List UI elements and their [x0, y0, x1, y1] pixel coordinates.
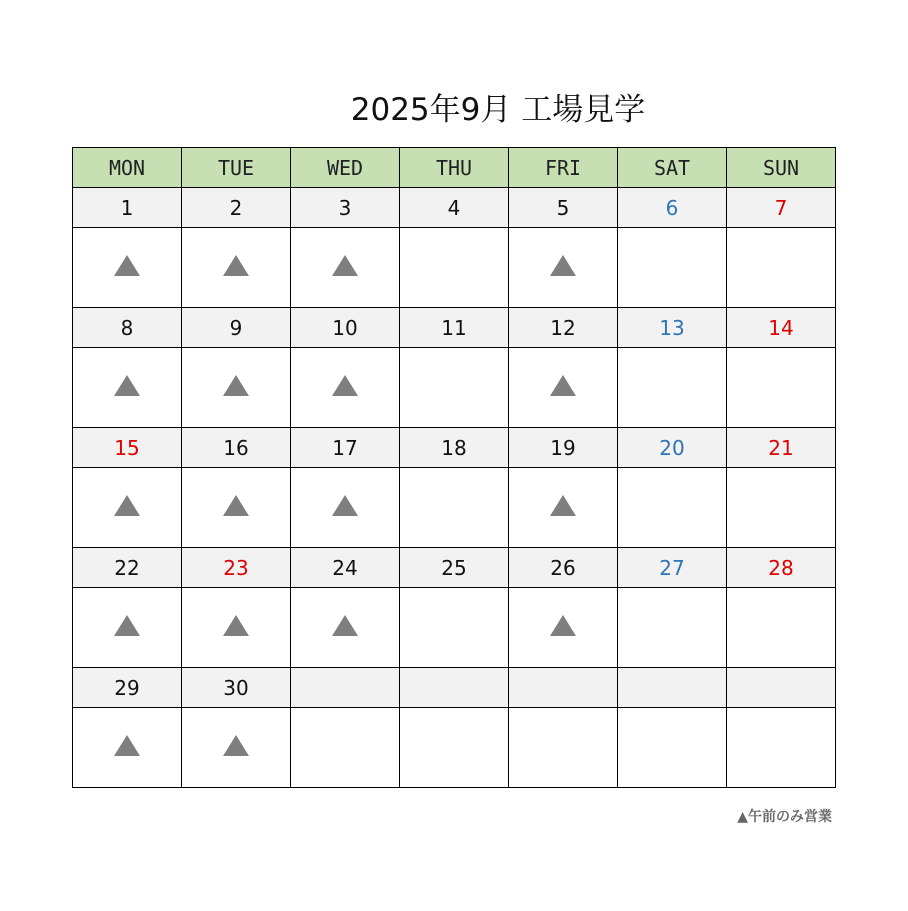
day-cell — [291, 708, 400, 788]
day-number: 21 — [727, 428, 836, 468]
legend-text: 午前のみ営業 — [748, 809, 832, 825]
day-cell — [400, 588, 509, 668]
date-row — [73, 668, 836, 708]
day-number: 16 — [182, 428, 291, 468]
day-number: 26 — [509, 548, 618, 588]
morning-only-triangle-icon — [223, 735, 249, 756]
weekday-header-row — [73, 148, 836, 188]
day-number — [727, 668, 836, 708]
day-number — [618, 668, 727, 708]
day-cell — [400, 348, 509, 428]
day-number: 15 — [73, 428, 182, 468]
morning-only-triangle-icon — [332, 615, 358, 636]
morning-only-triangle-icon — [550, 615, 576, 636]
mark-row — [73, 588, 836, 668]
triangle-icon: ▲ — [737, 809, 748, 825]
weekday-header: FRI — [509, 148, 618, 188]
mark-row — [73, 708, 836, 788]
day-number: 12 — [509, 308, 618, 348]
morning-only-triangle-icon — [223, 375, 249, 396]
day-number: 18 — [400, 428, 509, 468]
day-number: 28 — [727, 548, 836, 588]
day-cell — [509, 468, 618, 548]
day-cell — [400, 468, 509, 548]
day-number: 13 — [618, 308, 727, 348]
day-number — [509, 668, 618, 708]
morning-only-triangle-icon — [550, 375, 576, 396]
day-cell — [618, 708, 727, 788]
day-cell — [618, 348, 727, 428]
date-row — [73, 428, 836, 468]
day-cell — [73, 588, 182, 668]
day-cell — [182, 348, 291, 428]
date-row — [73, 308, 836, 348]
morning-only-triangle-icon — [114, 495, 140, 516]
day-cell — [182, 708, 291, 788]
day-cell — [291, 468, 400, 548]
day-number — [291, 668, 400, 708]
day-cell — [291, 588, 400, 668]
mark-row — [73, 348, 836, 428]
day-cell — [509, 588, 618, 668]
day-cell — [73, 468, 182, 548]
day-cell — [182, 468, 291, 548]
day-cell — [618, 468, 727, 548]
mark-row — [73, 468, 836, 548]
weekday-header: SUN — [727, 148, 836, 188]
calendar-grid — [72, 147, 836, 788]
day-number: 3 — [291, 188, 400, 228]
day-number: 25 — [400, 548, 509, 588]
day-cell — [400, 708, 509, 788]
date-row — [73, 548, 836, 588]
day-cell — [727, 708, 836, 788]
day-number: 20 — [618, 428, 727, 468]
day-number: 14 — [727, 308, 836, 348]
morning-only-triangle-icon — [550, 495, 576, 516]
day-cell — [727, 588, 836, 668]
day-number: 23 — [182, 548, 291, 588]
weekday-header: MON — [73, 148, 182, 188]
day-cell — [291, 348, 400, 428]
day-number: 2 — [182, 188, 291, 228]
day-number: 5 — [509, 188, 618, 228]
day-number: 9 — [182, 308, 291, 348]
day-number: 24 — [291, 548, 400, 588]
legend — [737, 806, 832, 826]
day-cell — [727, 468, 836, 548]
day-number: 27 — [618, 548, 727, 588]
day-cell — [727, 348, 836, 428]
morning-only-triangle-icon — [332, 495, 358, 516]
morning-only-triangle-icon — [223, 495, 249, 516]
day-cell — [182, 588, 291, 668]
day-number: 17 — [291, 428, 400, 468]
morning-only-triangle-icon — [332, 255, 358, 276]
day-cell — [618, 228, 727, 308]
calendar-title: 2025年9月 工場見学 — [350, 92, 646, 128]
day-cell — [509, 228, 618, 308]
day-number: 8 — [73, 308, 182, 348]
day-cell — [73, 708, 182, 788]
morning-only-triangle-icon — [223, 255, 249, 276]
day-cell — [400, 228, 509, 308]
morning-only-triangle-icon — [114, 375, 140, 396]
day-number: 22 — [73, 548, 182, 588]
day-cell — [509, 708, 618, 788]
morning-only-triangle-icon — [114, 255, 140, 276]
day-number: 4 — [400, 188, 509, 228]
day-number: 6 — [618, 188, 727, 228]
weekday-header: SAT — [618, 148, 727, 188]
morning-only-triangle-icon — [114, 615, 140, 636]
day-number: 7 — [727, 188, 836, 228]
weekday-header: THU — [400, 148, 509, 188]
day-number: 19 — [509, 428, 618, 468]
morning-only-triangle-icon — [332, 375, 358, 396]
day-cell — [618, 588, 727, 668]
day-number: 10 — [291, 308, 400, 348]
weekday-header: WED — [291, 148, 400, 188]
date-row — [73, 188, 836, 228]
day-number — [400, 668, 509, 708]
morning-only-triangle-icon — [550, 255, 576, 276]
day-cell — [73, 228, 182, 308]
day-cell — [509, 348, 618, 428]
day-number: 29 — [73, 668, 182, 708]
weekday-header: TUE — [182, 148, 291, 188]
day-number: 11 — [400, 308, 509, 348]
day-number: 30 — [182, 668, 291, 708]
day-number: 1 — [73, 188, 182, 228]
mark-row — [73, 228, 836, 308]
morning-only-triangle-icon — [223, 615, 249, 636]
day-cell — [182, 228, 291, 308]
day-cell — [727, 228, 836, 308]
day-cell — [73, 348, 182, 428]
morning-only-triangle-icon — [114, 735, 140, 756]
day-cell — [291, 228, 400, 308]
